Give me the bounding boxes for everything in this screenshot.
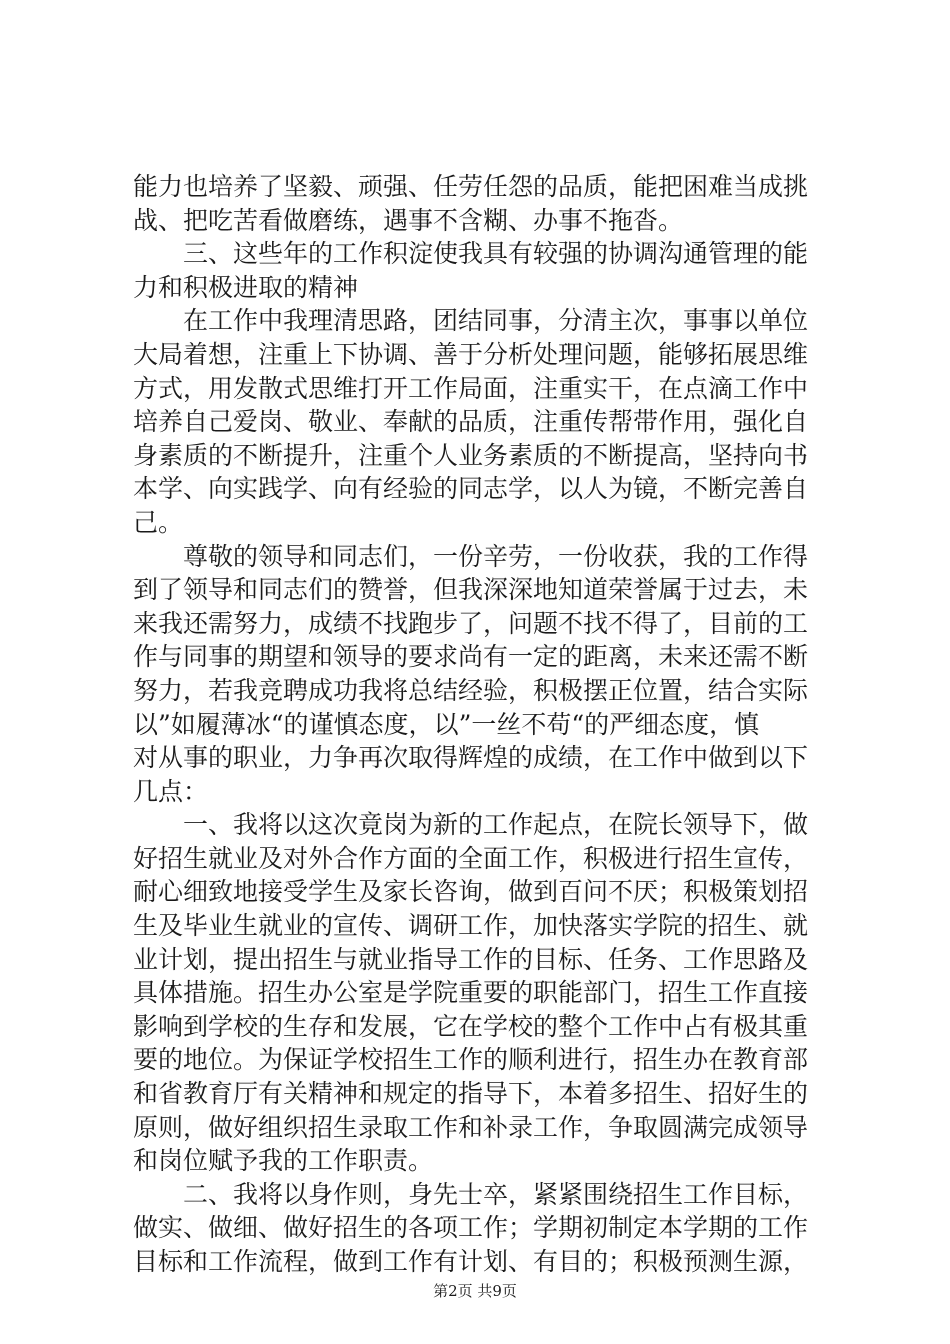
text-line: 影响到学校的生存和发展，它在学校的整个工作中占有极其重 [133, 1011, 809, 1041]
text-line: 作与同事的期望和领导的要求尚有一定的距离，未来还需不断 [133, 642, 809, 672]
text-line: 方式，用发散式思维打开工作局面，注重实干，在点滴工作中 [133, 373, 809, 403]
text-line: 要的地位。为保证学校招生工作的顺利进行，招生办在教育部 [133, 1045, 809, 1075]
text-line: 对从事的职业，力争再次取得辉煌的成绩，在工作中做到以下 [133, 743, 809, 773]
text-line: 以”如履薄冰“的谨慎态度，以”一丝不苟“的严细态度，慎 [133, 709, 760, 739]
text-line: 好招生就业及对外合作方面的全面工作，积极进行招生宣传， [133, 843, 809, 873]
text-line: 本学、向实践学、向有经验的同志学，以人为镜，不断完善自 [133, 474, 809, 504]
text-line: 身素质的不断提升，注重个人业务素质的不断提高，坚持向书 [133, 440, 809, 470]
text-line: 具体措施。招生办公室是学院重要的职能部门，招生工作直接 [133, 978, 809, 1008]
text-line: 己。 [133, 507, 184, 537]
text-line: 来我还需努力，成绩不找跑步了，问题不找不得了，目前的工 [133, 608, 809, 638]
text-line: 生及毕业生就业的宣传、调研工作，加快落实学院的招生、就 [133, 911, 809, 941]
text-line: 培养自己爱岗、敬业、奉献的品质，注重传帮带作用，强化自 [133, 407, 809, 437]
text-line: 二、我将以身作则，身先士卒，紧紧围绕招生工作目标， [183, 1179, 809, 1209]
section-heading-line: 力和积极进取的精神 [133, 272, 359, 302]
text-line: 大局着想，注重上下协调、善于分析处理问题，能够拓展思维 [133, 339, 809, 369]
text-line: 目标和工作流程，做到工作有计划、有目的；积极预测生源， [133, 1247, 809, 1276]
text-line: 能力也培养了坚毅、顽强、任劳任怨的品质，能把困难当成挑 [133, 172, 809, 201]
text-line: 和岗位赋予我的工作职责。 [133, 1146, 434, 1176]
text-line: 几点： [133, 776, 209, 806]
text-line: 和省教育厅有关精神和规定的指导下，本着多招生、招好生的 [133, 1079, 809, 1109]
text-line: 尊敬的领导和同志们，一份辛劳，一份收获，我的工作得 [183, 541, 809, 571]
text-line: 业计划，提出招生与就业指导工作的目标、任务、工作思路及 [133, 944, 809, 974]
text-line: 耐心细致地接受学生及家长咨询，做到百问不厌；积极策划招 [133, 877, 809, 907]
section-heading-line: 三、这些年的工作积淀使我具有较强的协调沟通管理的能 [183, 239, 809, 269]
text-line: 努力，若我竞聘成功我将总结经验，积极摆正位置，结合实际 [133, 675, 809, 705]
text-line: 做实、做细、做好招生的各项工作；学期初制定本学期的工作 [133, 1213, 809, 1243]
page-number-footer: 第2页 共9页 [433, 1282, 517, 1300]
body-text [133, 170, 833, 1279]
text-line: 到了领导和同志们的赞誉，但我深深地知道荣誉属于过去，未 [133, 575, 809, 605]
text-line: 一、我将以这次竟岗为新的工作起点，在院长领导下，做 [183, 810, 809, 840]
text-line: 战、把吃苦看做磨练，遇事不含糊、办事不拖沓。 [133, 205, 684, 235]
text-line: 原则，做好组织招生录取工作和补录工作，争取圆满完成领导 [133, 1112, 809, 1142]
text-line: 在工作中我理清思路，团结同事，分清主次，事事以单位 [183, 306, 809, 336]
